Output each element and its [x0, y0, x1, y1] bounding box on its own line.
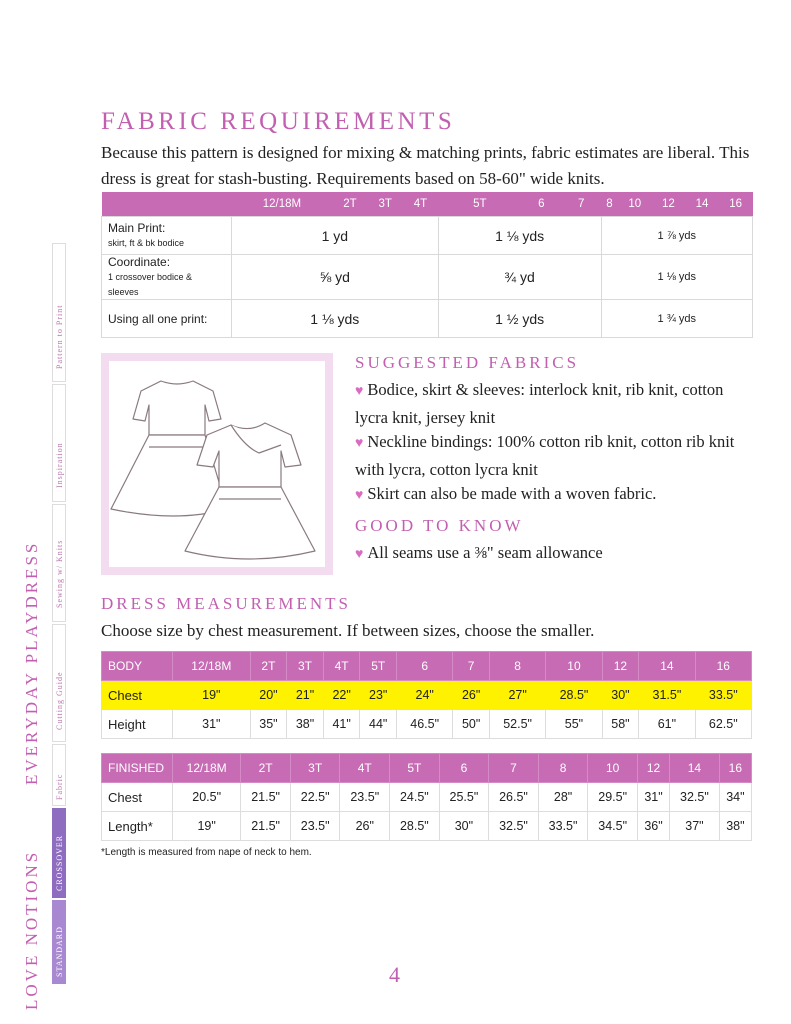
tab-crossover[interactable]: CROSSOVER: [52, 808, 66, 898]
fabric-table-header: 12/18M 2T 3T 4T 5T 6 7 8 10 12 14 16: [102, 192, 753, 217]
tab-inspiration[interactable]: Inspiration: [52, 384, 66, 502]
dress-measurements-title: DRESS MEASUREMENTS: [101, 594, 352, 613]
table-row: Coordinate: 1 crossover bodice & sleeves ⅝ yd ¾ yd 1 ⅛ yds: [102, 255, 753, 300]
tab-pattern-to-print[interactable]: Pattern to Print: [52, 243, 66, 382]
table-row: FINISHED 12/18M 2T 3T 4T 5T 6 7 8 10 12 14 16: [102, 754, 752, 783]
table-row: Height 31" 35" 38" 41" 44" 46.5" 50" 52.5" 55" 58" 61" 62.5": [102, 710, 752, 739]
dress-drawing: [109, 361, 325, 567]
list-item: ♥ Skirt can also be made with a woven fabric.: [355, 484, 657, 503]
list-item: ♥ Bodice, skirt & sleeves: interlock knit, rib knit, cotton lycra knit, jersey knit: [355, 380, 724, 427]
table-row: Length* 19" 21.5" 23.5" 26" 28.5" 30" 32.5" 33.5" 34.5" 36" 37" 38": [102, 812, 752, 841]
list-item: ♥ All seams use a ⅜" seam allowance: [355, 543, 603, 562]
tab-sewing-with-knits[interactable]: Sewing w/ Knits: [52, 504, 66, 622]
dress-illustration-frame: [101, 353, 333, 575]
heart-icon: ♥: [355, 436, 364, 451]
table-row: Chest 20.5" 21.5" 22.5" 23.5" 24.5" 25.5" 26.5" 28" 29.5" 31" 32.5" 34": [102, 783, 752, 812]
table-row: Chest 19" 20" 21" 22" 23" 24" 26" 27" 28.5" 30" 31.5" 33.5": [102, 681, 752, 710]
fabric-table: [101, 192, 753, 338]
measurements-intro: Choose size by chest measurement. If between sizes, choose the smaller.: [101, 621, 595, 640]
heart-icon: ♥: [355, 488, 364, 503]
heart-icon: ♥: [355, 384, 364, 399]
brand-name: LOVE NOTIONS: [22, 849, 41, 1010]
fabric-requirements-title: FABRIC REQUIREMENTS: [101, 108, 456, 135]
table-row: Using all one print: 1 ⅛ yds 1 ½ yds 1 ¾ yds: [102, 300, 753, 338]
table-row: BODY 12/18M 2T 3T 4T 5T 6 7 8 10 12 14 16: [102, 652, 752, 681]
heart-icon: ♥: [355, 547, 364, 562]
finished-measurements-table: [101, 753, 752, 841]
length-footnote: *Length is measured from nape of neck to hem.: [101, 847, 312, 858]
list-item: ♥ Neckline bindings: 100% cotton rib knit, cotton rib knit with lycra, cotton lycra knit: [355, 432, 735, 479]
tab-fabric[interactable]: Fabric: [52, 744, 66, 806]
good-to-know-title: GOOD TO KNOW: [355, 516, 524, 535]
body-measurements-table: [101, 651, 752, 739]
suggested-fabrics-title: SUGGESTED FABRICS: [355, 353, 580, 372]
tab-cutting-guide[interactable]: Cutting Guide: [52, 624, 66, 742]
table-row: Main Print: skirt, ft & bk bodice 1 yd 1 ⅛ yds 1 ⅞ yds: [102, 217, 753, 255]
page-number: 4: [389, 962, 400, 987]
tab-standard[interactable]: STANDARD: [52, 900, 66, 984]
side-rail: [0, 0, 80, 1024]
fabric-intro: Because this pattern is designed for mixing & matching prints, fabric estimates are liberal. This dress is great for stash-busting. Requirements based on 58-60" wide knits.: [101, 143, 750, 188]
dress-illustration: [109, 361, 325, 567]
product-name: EVERYDAY PLAYDRESS: [22, 540, 41, 785]
